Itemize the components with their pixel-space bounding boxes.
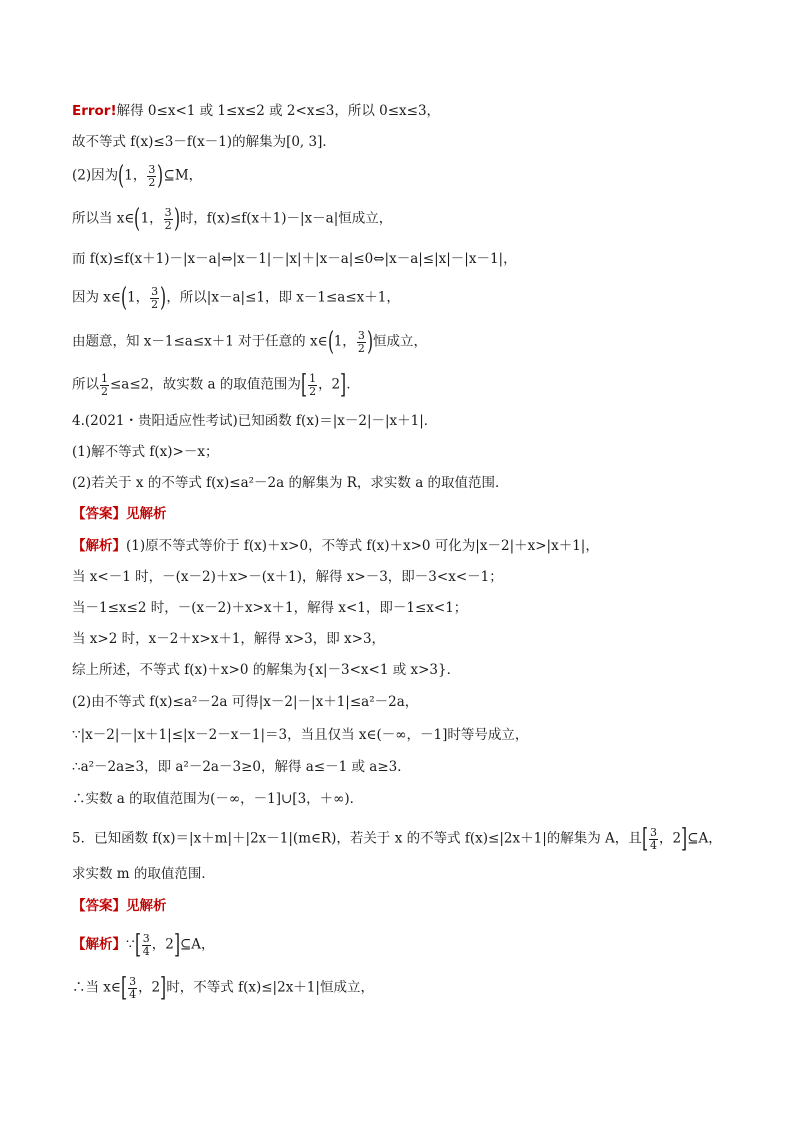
interval-start: 1， <box>127 289 150 306</box>
interval-start: 1， <box>140 210 163 227</box>
line-text: 因为 x∈ <box>72 289 121 306</box>
answer-text: 见解析 <box>126 898 167 914</box>
line-text: ，2 <box>138 979 161 996</box>
fraction: $\frac{1}{2}$ <box>101 371 108 398</box>
line-text: 解得 0≤x<1 或 1≤x≤2 或 2<x≤3，所以 0≤x≤3， <box>116 103 441 119</box>
line-problem-4-part2: (2)若关于 x 的不等式 f(x)≤a²－2a 的解集为 R，求实数 a 的取值范围． <box>72 475 509 491</box>
close-bracket: ) <box>173 204 180 234</box>
open-bracket: ( <box>118 161 125 191</box>
line-text: ，2 <box>658 830 682 847</box>
fraction: $\frac{3}{2}$ <box>164 205 172 232</box>
open-bracket: [ <box>120 973 128 1003</box>
line-problem-5-ask: 求实数 m 的取值范围． <box>72 866 215 882</box>
line-text: ⊆A， <box>687 830 722 847</box>
line-therefore: ∴a²－2a≥3，即 a²－2a－3≥0，解得 a≤－1 或 a≥3． <box>72 759 411 775</box>
fraction: $\frac{3}{4}$ <box>142 931 150 958</box>
line-text: 时，不等式 f(x)≤|2x＋1|恒成立， <box>166 979 374 996</box>
open-bracket: [ <box>300 370 308 400</box>
open-bracket: ( <box>120 283 128 313</box>
fraction: $\frac{1}{2}$ <box>309 371 317 398</box>
line-text: (1)原不等式等价于 f(x)＋x>0，不等式 f(x)＋x>0 可化为|x－2|＋x>|x＋1|， <box>126 538 599 554</box>
line-problem-4: 4.(2021・贵阳适应性考试)已知函数 f(x)＝|x－2|－|x＋1|． <box>72 413 438 429</box>
open-bracket: [ <box>641 824 648 854</box>
close-bracket: ] <box>681 824 688 854</box>
answer-tag: 【答案】 <box>72 506 126 522</box>
fraction: $\frac{3}{2}$ <box>148 162 156 189</box>
line-case-2: 当－1≤x≤2 时，－(x－2)＋x>x＋1，解得 x<1，即－1≤x<1； <box>72 600 468 616</box>
error-marker: Error! <box>72 103 117 119</box>
line-1 <box>72 101 440 121</box>
line-text: ，所以|x－a|≤1，即 x－1≤a≤x＋1， <box>166 289 400 306</box>
answer-line-2 <box>72 896 167 916</box>
line-part2: (2)由不等式 f(x)≤a²－2a 可得|x－2|－|x＋1|≤a²－2a， <box>72 694 419 710</box>
line-text: 恒成立， <box>372 333 427 350</box>
close-bracket: ] <box>160 973 167 1003</box>
line-text: 时，f(x)≤f(x＋1)－|x－a|恒成立， <box>179 210 393 227</box>
line-text: ∵ <box>126 936 135 953</box>
line-range: ∴实数 a 的取值范围为(－∞，－1]∪[3，＋∞)． <box>72 791 364 807</box>
line-case-3: 当 x>2 时，x－2＋x>x＋1，解得 x>3，即 x>3， <box>72 631 386 647</box>
analysis-line <box>72 536 599 556</box>
line-problem-4-part1: (1)解不等式 f(x)>－x； <box>72 444 219 460</box>
answer-text: 见解析 <box>126 506 167 522</box>
fraction: $\frac{3}{2}$ <box>357 328 365 355</box>
close-bracket: ) <box>160 283 167 313</box>
line-text: ，2 <box>318 376 341 393</box>
line-5: 而 f(x)≤f(x＋1)－|x－a|⇔|x－1|－|x|＋|x－a|≤0⇔|x－a|≤|x|－|x－1|， <box>72 251 517 267</box>
fraction: $\frac{3}{4}$ <box>649 825 657 852</box>
line-text: 由题意，知 x－1≤a≤x＋1 对于任意的 x∈ <box>72 333 328 350</box>
line-7 <box>72 329 427 355</box>
line-3 <box>72 163 202 189</box>
line-text: 所以 <box>72 376 99 393</box>
line-text: 所以当 x∈ <box>72 210 135 227</box>
line-6 <box>72 285 400 311</box>
line-final <box>72 975 374 1001</box>
line-2: 故不等式 f(x)≤3－f(x－1)的解集为[0, 3]． <box>72 134 336 150</box>
line-4 <box>72 206 392 232</box>
close-bracket: ] <box>173 930 180 960</box>
open-bracket: ( <box>327 327 334 357</box>
line-text: ∴当 x∈ <box>72 979 121 996</box>
analysis-tag: 【解析】 <box>72 936 126 953</box>
line-because: ∵|x－2|－|x＋1|≤|x－2－x－1|＝3，当且仅当 x∈(－∞，－1]时等号成立， <box>72 727 529 743</box>
close-bracket: ) <box>157 161 164 191</box>
line-8: 所以 $\frac{1}{2}$ ≤a≤2，故实数 a 的取值范围为[ $\frac{1}{2}$ ，2]． <box>72 370 360 400</box>
line-case-1: 当 x<－1 时，－(x－2)＋x>－(x＋1)，解得 x>－3，即－3<x<－1； <box>72 569 503 585</box>
line-text: ，2 <box>151 936 174 953</box>
answer-tag: 【答案】 <box>72 898 126 914</box>
interval-start: 1， <box>124 167 147 184</box>
line-problem-5 <box>72 826 722 852</box>
answer-line <box>72 504 167 524</box>
close-bracket: ) <box>366 327 373 357</box>
open-bracket: ( <box>134 204 141 234</box>
line-text: 5．已知函数 f(x)＝|x＋m|＋|2x－1|(m∈R)，若关于 x 的不等式 f(x)≤|2x＋1|的解集为 A，且 <box>72 830 642 847</box>
open-bracket: [ <box>134 930 141 960</box>
line-summary: 综上所述，不等式 f(x)＋x>0 的解集为{x|－3<x<1 或 x>3}． <box>72 662 461 678</box>
fraction: $\frac{3}{2}$ <box>151 284 159 311</box>
line-text: ⊆A， <box>180 936 215 953</box>
line-text: ⊆M， <box>163 167 203 184</box>
fraction: $\frac{3}{4}$ <box>129 974 137 1001</box>
close-bracket: ] <box>340 370 347 400</box>
interval-start: 1， <box>333 333 356 350</box>
line-text: (2)因为 <box>72 167 119 184</box>
line-text: ≤a≤2，故实数 a 的取值范围为 <box>110 376 301 393</box>
analysis-line-2 <box>72 932 215 958</box>
analysis-tag: 【解析】 <box>72 538 126 554</box>
